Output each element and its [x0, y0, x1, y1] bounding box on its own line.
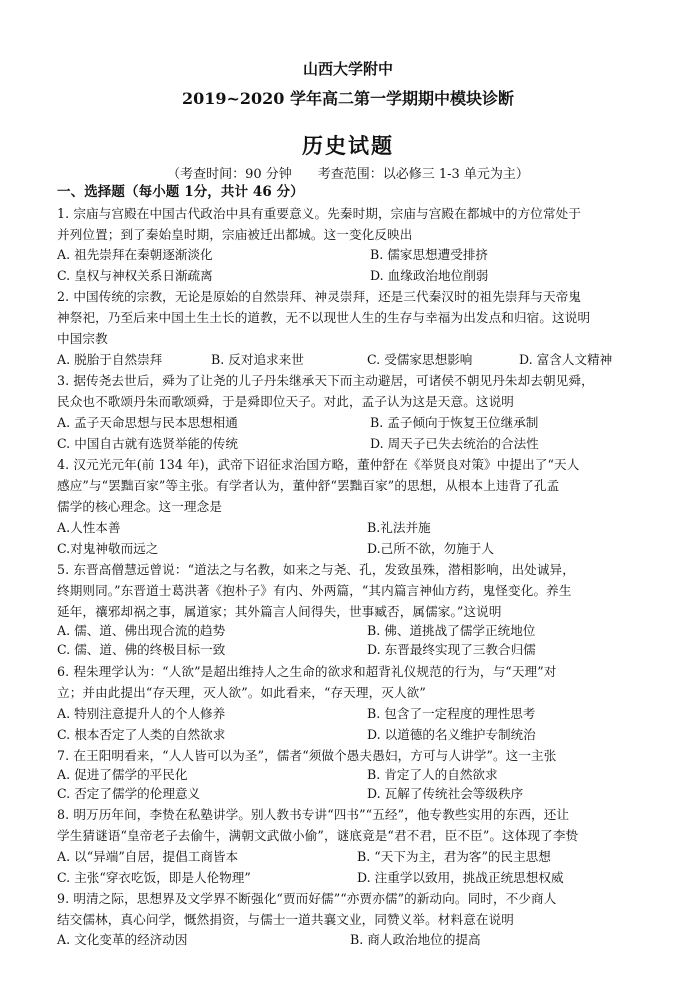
option-d: D. 富含人文精神 [519, 352, 613, 367]
option-a: A. 儒、道、佛出现合流的趋势 [57, 623, 226, 638]
option-d: D. 注重学以致用，挑战正统思想权威 [357, 870, 564, 885]
option-d: D. 周天子已失去统治的合法性 [370, 436, 539, 451]
question-stem-line: 并列位置；到了秦始皇时期，宗庙被迁出都城。这一变化反映出 [57, 227, 413, 242]
question-stem-line: 中国宗教 [57, 331, 108, 346]
option-b: B. 反对追求来世 [211, 352, 304, 367]
question-stem-line: 7. 在王阳明看来，“人人皆可以为圣”，儒者“须做个愚夫愚妇，方可与人讲学”。这一主张 [57, 748, 557, 763]
option-c: C. 根本否定了人类的自然欲求 [57, 727, 226, 742]
option-d: D. 血缘政治地位削弱 [370, 268, 489, 283]
option-b: B. 佛、道挑战了儒学正统地位 [367, 623, 536, 638]
question-stem-line: 1. 宗庙与宫殿在中国古代政治中具有重要意义。先秦时期，宗庙与宫殿在都城中的方位常处于 [57, 206, 582, 221]
option-c: C. 否定了儒学的伦理意义 [57, 786, 201, 801]
option-b: B. 肯定了人的自然欲求 [367, 767, 498, 782]
exam-info: （考查时间：90 分钟 考查范围：以必修三 1-3 单元为主） [167, 167, 529, 182]
exam-title: 2019~2020 学年高二第一学期期中模块诊断 [181, 89, 515, 108]
question-stem-line: 民众也不歌颂丹朱而歌颂舜，于是舜即位天子。对此，孟子认为这是天意。这说明 [57, 394, 514, 409]
question-stem-line: 3. 据传尧去世后，舜为了让尧的儿子丹朱继承天下而主动避居，可诸侯不朝见丹朱却去朝见舜， [57, 373, 594, 388]
option-a: A. 促进了儒学的平民化 [57, 767, 188, 782]
option-a: A.人性本善 [57, 520, 121, 535]
question-stem-line: 4. 汉元光元年(前 134 年)，武帝下诏征求治国方略，董仲舒在《举贤良对策》中提出了“天人 [57, 457, 580, 472]
question-stem-line: 8. 明万历年间，李贽在私塾讲学。别人教书专讲“四书”“五经”，他专教些实用的东西，还让 [57, 807, 570, 822]
option-c: C. 受儒家思想影响 [367, 352, 473, 367]
question-stem-line: 2. 中国传统的宗教，无论是原始的自然崇拜、神灵崇拜，还是三代秦汉时的祖先崇拜与天帝鬼 [57, 289, 582, 304]
option-b: B. 儒家思想遭受排挤 [370, 247, 489, 262]
question-stem-line: 5. 东晋高僧慧远曾说：“道法之与名教，如来之与尧、孔，发致虽殊，潜相影响，出处诚异， [57, 562, 575, 577]
option-b: B. 包含了一定程度的理性思考 [367, 706, 536, 721]
section-title: 一、选择题（每小题 1分，共计 46 分） [57, 184, 304, 200]
question-stem-line: 6. 程朱理学认为：“人欲”是超出维持人之生命的欲求和超背礼仪规范的行为，与“天理”对 [57, 664, 557, 679]
option-b: B.礼法并施 [367, 520, 431, 535]
option-d: D. 瓦解了传统社会等级秩序 [367, 786, 524, 801]
question-stem-line: 儒学的核心理念。这一理念是 [57, 499, 223, 514]
question-stem-line: 延年，禳邪却祸之事，属道家；其外篇言人间得失，世事臧否，属儒家。”这说明 [57, 604, 502, 619]
question-stem-line: 9. 明清之际，思想界及文学界不断强化“贾而好儒”“亦贾亦儒”的新动向。同时，不少商人 [57, 891, 557, 906]
option-d: D.己所不欲，勿施于人 [367, 541, 494, 556]
option-a: A. 祖先崇拜在秦朝逐渐淡化 [57, 247, 213, 262]
school-name: 山西大学附中 [302, 60, 393, 78]
option-a: A. 以“异端”自居，提倡工商皆本 [57, 849, 239, 864]
option-c: C. 儒、道、佛的终极目标一致 [57, 642, 226, 657]
option-c: C. 主张“穿衣吃饭，即是人伦物理” [57, 870, 251, 885]
subject-title: 历史试题 [302, 133, 394, 158]
question-stem-line: 结交儒林，真心问学，慨然捐资，与儒士一道共襄文业，同赞义举。材料意在说明 [57, 912, 514, 927]
option-d: D. 以道德的名义维护专制统治 [367, 727, 536, 742]
option-c: C. 皇权与神权关系日渐疏离 [57, 268, 213, 283]
option-d: D. 东晋最终实现了三教合归儒 [367, 642, 536, 657]
option-b: B. 商人政治地位的提高 [350, 932, 481, 947]
option-a: A. 特别注意提升人的个人修养 [57, 706, 226, 721]
question-stem-line: 神祭祀，乃至后来中国土生土长的道教，无不以现世人生的生存与幸福为出发点和归宿。这说明 [57, 310, 591, 325]
option-b: B. “天下为主，君为客”的民主思想 [357, 849, 551, 864]
question-stem-line: 立；并由此提出“存天理，灭人欲”。如此看来，“存天理，灭人欲” [57, 685, 426, 700]
question-stem-line: 终期则同。”东晋道士葛洪著《抱朴子》有内、外两篇，“其内篇言神仙方药，鬼怪变化。养生 [57, 583, 572, 598]
question-stem-line: 学生猜谜语“皇帝老子去偷牛，满朝文武做小偷”，谜底竟是“君不君，臣不臣”。这体现了李贽 [57, 828, 579, 843]
option-b: B. 孟子倾向于恢复王位继承制 [370, 415, 539, 430]
option-a: A. 脱胎于自然崇拜 [57, 352, 163, 367]
option-c: C. 中国自古就有选贤举能的传统 [57, 436, 238, 451]
option-a: A. 文化变革的经济动因 [57, 932, 188, 947]
option-c: C.对鬼神敬而远之 [57, 541, 159, 556]
question-stem-line: 感应”与“罢黜百家”等主张。有学者认为，董仲舒“罢黜百家”的思想，从根本上违背了孔孟 [57, 478, 560, 493]
option-a: A. 孟子天命思想与民本思想相通 [57, 415, 238, 430]
